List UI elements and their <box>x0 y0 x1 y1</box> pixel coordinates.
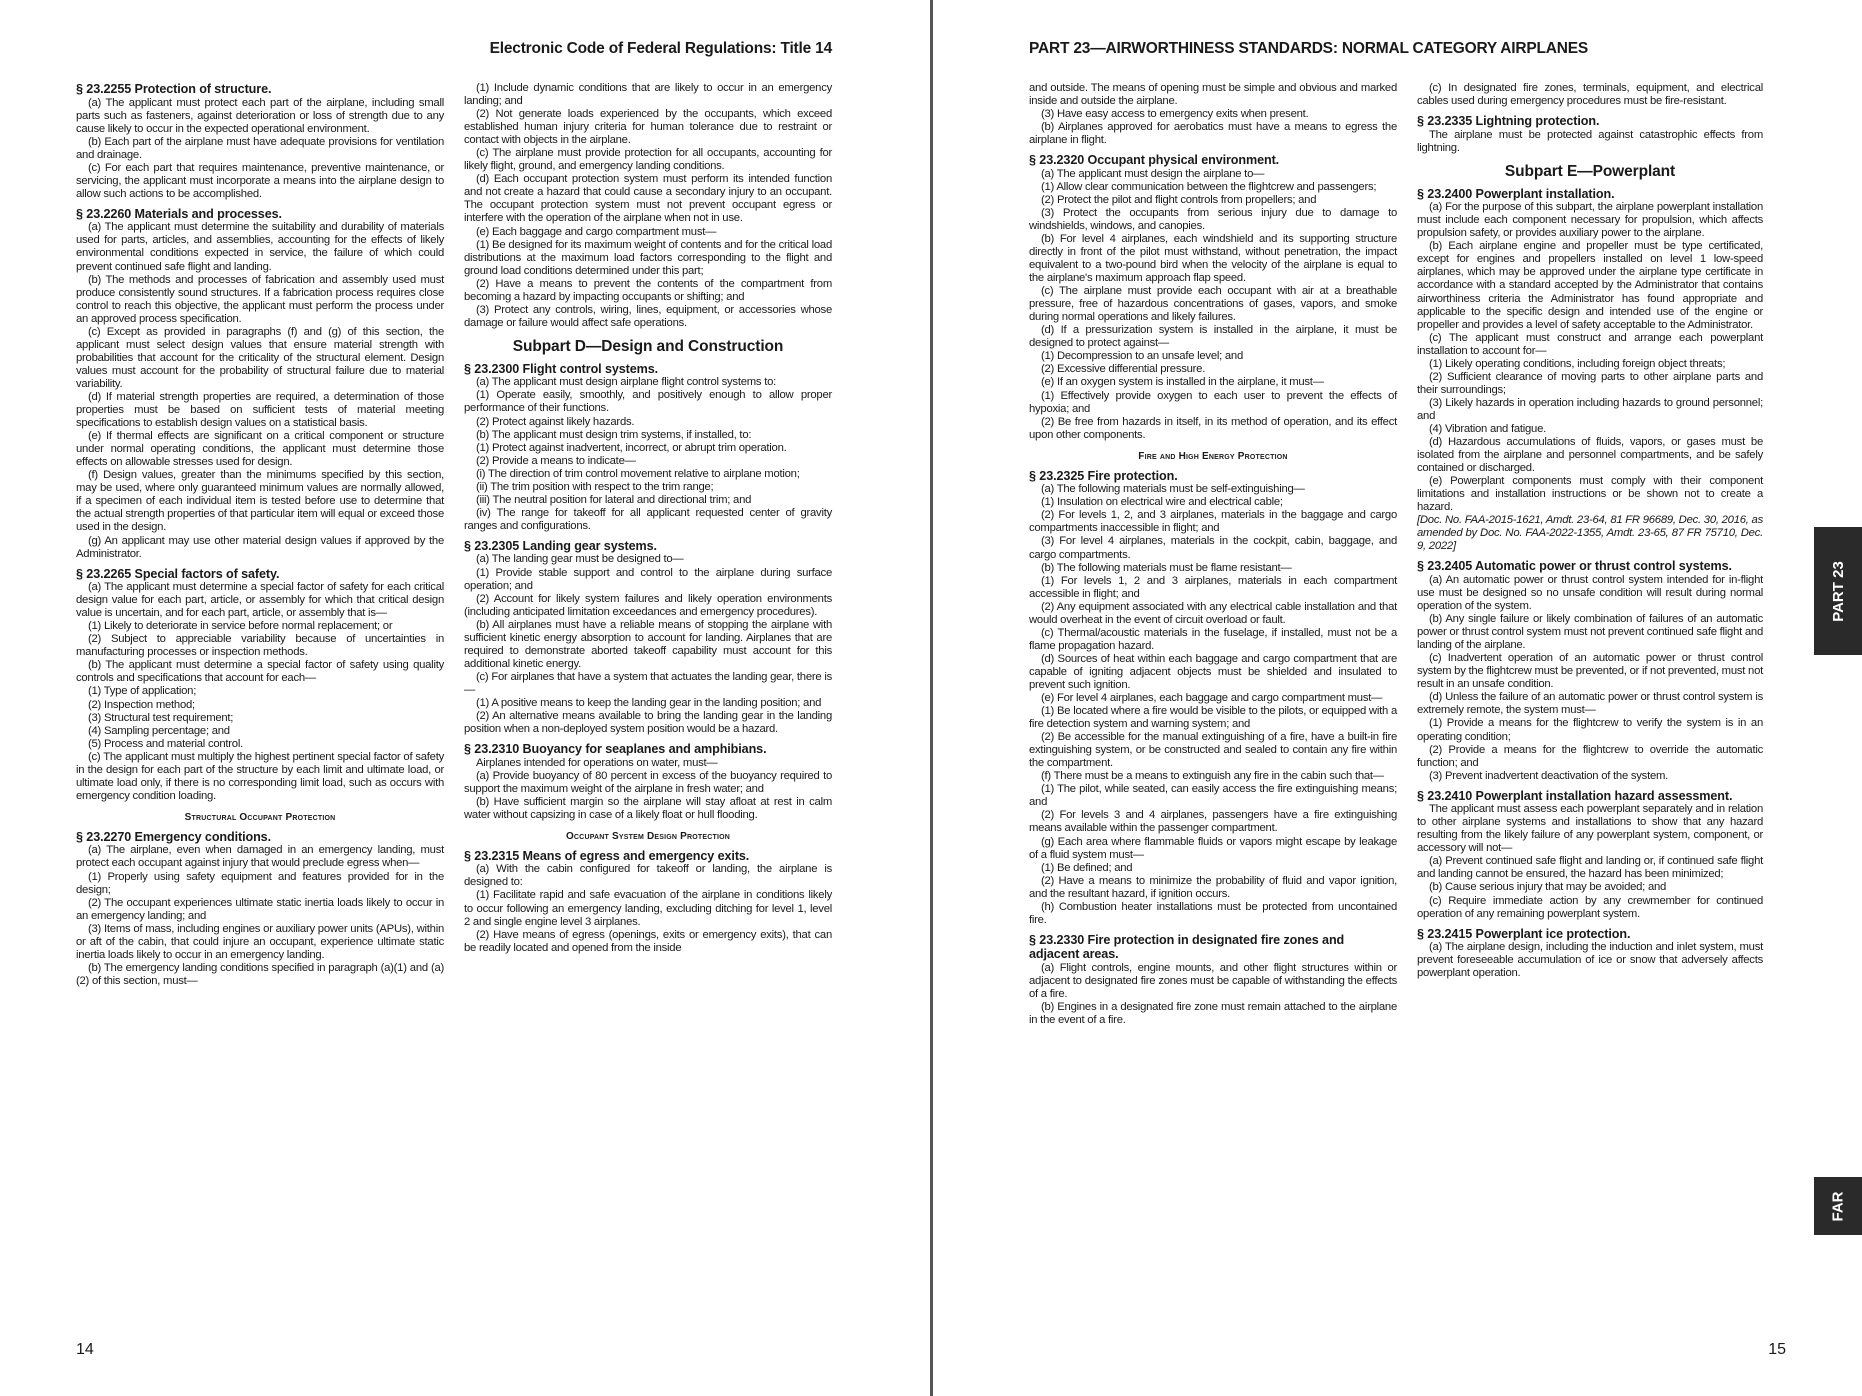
left-page <box>0 0 930 1396</box>
paragraph: (c) Inadvertent operation of an automatic power or thrust control system by the flightcrew must be prevented, or if not prevented, must not result in an unsafe condition. <box>1417 652 1763 691</box>
section-heading: § 23.2315 Means of egress and emergency exits. <box>464 848 750 863</box>
paragraph: (f) There must be a means to extinguish any fire in the cabin such that— <box>1041 770 1384 783</box>
paragraph: (a) Flight controls, engine mounts, and other flight structures within or adjacent to designated fire zones must be capable of withstanding the effects of a fire. <box>1029 961 1397 1000</box>
paragraph: (a) Provide buoyancy of 80 percent in excess of the buoyancy required to support the maximum weight of the airplane in fresh water; and <box>464 769 832 795</box>
paragraph: (a) An automatic power or thrust control system intended for in-flight use must be designed so no unsafe condition will result during normal operation of the system. <box>1417 573 1763 613</box>
paragraph: (c) The applicant must construct and arrange each powerplant installation to account for— <box>1417 331 1763 357</box>
section-heading: § 23.2335 Lightning protection. <box>1417 114 1600 129</box>
paragraph: (d) Each occupant protection system must perform its intended function and not create a hazard that could cause a secondary injury to an occupant. The occupant protection system must not prevent occupant egress or interfere with the operation of the airplane when not in use. <box>464 173 832 225</box>
paragraph: (a) With the cabin configured for takeoff or landing, the airplane is designed to: <box>464 863 832 889</box>
paragraph: (2) Account for likely system failures and likely operation environments (including anticipated limitation exceedances and emergency procedures). <box>464 592 832 618</box>
paragraph: (1) Be located where a fire would be visible to the pilots, or equipped with a fire detection system and warning system; and <box>1029 705 1397 731</box>
paragraph: (g) Each area where flammable fluids or vapors might escape by leakage of a fluid system must— <box>1029 835 1397 861</box>
paragraph: (2) Any equipment associated with any electrical cable installation and that would overheat in the event of circuit overload or fault. <box>1029 600 1397 626</box>
paragraph: (1) Type of application; <box>88 685 197 698</box>
paragraph: (2) Sufficient clearance of moving parts to other airplane parts and their surroundings; <box>1417 370 1763 396</box>
paragraph: (3) For level 4 airplanes, materials in the cockpit, cabin, baggage, and cargo compartments. <box>1029 535 1397 561</box>
paragraph: (ii) The trim position with respect to the trim range; <box>476 480 714 493</box>
paragraph: (2) Have means of egress (openings, exits or emergency exits), that can be readily located and opened from the inside <box>464 928 832 954</box>
paragraph: (2) Excessive differential pressure. <box>1041 363 1206 376</box>
paragraph: (1) Decompression to an unsafe level; and <box>1041 350 1243 363</box>
paragraph: (3) Structural test requirement; <box>88 711 234 724</box>
paragraph: (a) Prevent continued safe flight and landing or, if continued safe flight and landing cannot be ensured, the hazard has been minimized; <box>1417 855 1763 881</box>
paragraph: (3) Protect the occupants from serious injury due to damage to windshields, windows, and canopies. <box>1029 206 1397 232</box>
paragraph: (a) The applicant must design the airplane to— <box>1041 167 1265 180</box>
section-heading: § 23.2305 Landing gear systems. <box>464 538 657 553</box>
paragraph: (a) The airplane, even when damaged in an emergency landing, must protect each occupant against injury that would preclude egress when— <box>76 844 444 870</box>
paragraph: (2) Not generate loads experienced by the occupants, which exceed established human injury criteria for human tolerance due to restraint or contact with objects in the airplane. <box>464 108 832 147</box>
paragraph: (a) The following materials must be self-extinguishing— <box>1041 483 1305 496</box>
paragraph: (1) A positive means to keep the landing gear in the landing position; and <box>476 696 822 709</box>
paragraph: (1) Protect against inadvertent, incorrect, or abrupt trim operation. <box>476 441 787 454</box>
paragraph: (d) If a pressurization system is installed in the airplane, it must be designed to protect against— <box>1029 324 1397 350</box>
section-heading: § 23.2265 Special factors of safety. <box>76 566 280 581</box>
paragraph: (e) If an oxygen system is installed in the airplane, it must— <box>1041 376 1324 389</box>
paragraph: (1) Likely to deteriorate in service before normal replacement; or <box>88 620 393 633</box>
section-heading: § 23.2330 Fire protection in designated fire zones and adjacent areas. <box>1029 932 1345 962</box>
paragraph: (1) Allow clear communication between the flightcrew and passengers; <box>1041 180 1377 193</box>
section-heading: § 23.2260 Materials and processes. <box>76 206 282 221</box>
paragraph: (2) An alternative means available to bring the landing gear in the landing position when a non-deployed system position would be a hazard. <box>464 710 832 736</box>
paragraph: (1) Provide a means for the flightcrew to verify the system is in an operating condition; <box>1417 717 1763 743</box>
paragraph: (4) Sampling percentage; and <box>88 724 230 737</box>
paragraph: (b) The applicant must determine a special factor of safety using quality controls and specifications that account for each— <box>76 659 444 685</box>
paragraph: (c) For airplanes that have a system that actuates the landing gear, there is— <box>464 670 832 696</box>
paragraph: (a) The applicant must design airplane flight control systems to: <box>476 376 777 389</box>
paragraph: (b) For level 4 airplanes, each windshield and its supporting structure directly in front of the pilot must withstand, without penetration, the impact equivalent to a two-pound bird when the velocity of the airplane is equal to the airplane's maximum approach flap speed. <box>1029 232 1397 285</box>
paragraph: (3) Prevent inadvertent deactivation of the system. <box>1429 769 1669 782</box>
paragraph: (a) The applicant must determine the suitability and durability of materials used for parts, articles, and assemblies, accounting for the effects of likely environmental conditions expected in service, the failure of which could prevent continued safe flight and landing. <box>76 221 444 273</box>
paragraph: (c) Except as provided in paragraphs (f) and (g) of this section, the applicant must select design values that ensure material strength with probabilities that account for the criticality of the structural element. Design values must account for the probability of structural failure due to material variability. <box>76 325 444 390</box>
section-heading: § 23.2255 Protection of structure. <box>76 82 272 96</box>
subpart-heading: Subpart E—Powerplant <box>1504 162 1676 180</box>
paragraph: (c) Thermal/acoustic materials in the fuselage, if installed, must not be a flame propagation hazard. <box>1029 626 1397 652</box>
paragraph: (iii) The neutral position for lateral and directional trim; and <box>476 493 752 506</box>
page-number-right: 15 <box>1768 1341 1786 1358</box>
paragraph: (2) For levels 3 and 4 airplanes, passengers have a fire extinguishing means available within the passenger compartment. <box>1029 809 1397 835</box>
paragraph: (d) If material strength properties are required, a determination of those properties must be based on sufficient tests of material meeting specifications to establish design values on a statistical basis. <box>76 390 444 430</box>
paragraph: (c) The applicant must multiply the highest pertinent special factor of safety in the design for each part of the structure by each limit and ultimate load, or ultimate load only, if there is no corresponding limit load, such as occurs with emergency condition loading. <box>76 750 444 802</box>
section-heading: § 23.2270 Emergency conditions. <box>76 829 271 844</box>
paragraph: and outside. The means of opening must be simple and obvious and marked inside and outside the airplane. <box>1029 82 1397 108</box>
paragraph: (4) Vibration and fatigue. <box>1429 422 1547 435</box>
paragraph: The applicant must assess each powerplant separately and in relation to other airplane systems and installations to show that any hazard resulting from the likely failure of any powerplant system, component, or accessory will not— <box>1417 803 1763 855</box>
paragraph: (3) Items of mass, including engines or auxiliary power units (APUs), within or aft of the cabin, that could injure an occupant, experience ultimate static inertia loads likely to occur in an emergency landing. <box>76 922 444 961</box>
paragraph: (1) Provide stable support and control to the airplane during surface operation; and <box>464 566 832 592</box>
paragraph: (2) The occupant experiences ultimate static inertia loads likely to occur in an emergency landing; and <box>76 896 444 922</box>
paragraph: (b) Any single failure or likely combination of failures of an automatic power or thrust control system must not prevent continued safe flight and landing of the airplane. <box>1417 613 1763 652</box>
column-3 <box>1029 82 1397 1027</box>
section-heading: § 23.2410 Powerplant installation hazard assessment. <box>1417 788 1733 803</box>
column-4 <box>1417 82 1763 980</box>
paragraph: (c) The airplane must provide protection for all occupants, accounting for likely flight, ground, and emergency landing conditions. <box>464 147 832 173</box>
paragraph: (b) Cause serious injury that may be avoided; and <box>1429 881 1667 894</box>
paragraph: (b) The emergency landing conditions specified in paragraph (a)(1) and (a)(2) of this section, must— <box>76 961 444 987</box>
paragraph: (b) Each airplane engine and propeller must be type certificated, except for engines and propellers installed on level 1 low-speed airplanes, which may be approved under the airplane type certificate in accordance with a standard accepted by the Administrator that contains airworthiness criteria the Administrator has found appropriate and applicable to the specific design and intended use of the engine or propeller and provides a level of safety acceptable to the Administrator. <box>1417 240 1763 331</box>
paragraph: (a) The landing gear must be designed to— <box>476 553 684 566</box>
paragraph: (c) Require immediate action by any crewmember for continued operation of any remaining powerplant system. <box>1417 894 1763 920</box>
paragraph: (b) The applicant must design trim systems, if installed, to: <box>476 428 752 441</box>
section-heading: § 23.2325 Fire protection. <box>1029 468 1178 483</box>
paragraph: (a) The airplane design, including the induction and inlet system, must prevent foreseeable accumulation of ice or snow that adversely affects powerplant operation. <box>1417 941 1763 980</box>
subpart-heading: Subpart D—Design and Construction <box>512 337 784 355</box>
paragraph: (c) For each part that requires maintenance, preventive maintenance, or servicing, the applicant must incorporate a means into the airplane design to allow such actions to be accomplished. <box>76 161 444 200</box>
running-head-right: PART 23—AIRWORTHINESS STANDARDS: NORMAL CATEGORY AIRPLANES <box>1029 40 1589 57</box>
part-23-tab-label: PART 23 <box>1829 560 1847 622</box>
column-2 <box>464 82 832 955</box>
paragraph: (b) Each part of the airplane must have adequate provisions for ventilation and drainage. <box>76 135 444 161</box>
paragraph: (3) Protect any controls, wiring, lines, equipment, or accessories whose damage or failure would affect safe operations. <box>464 303 832 329</box>
running-head-left: Electronic Code of Federal Regulations: Title 14 <box>489 40 832 57</box>
paragraph: (c) In designated fire zones, terminals, equipment, and electrical cables used during emergency procedures must be fire-resistant. <box>1417 82 1763 108</box>
section-heading: § 23.2415 Powerplant ice protection. <box>1417 926 1631 941</box>
paragraph: (2) Provide a means to indicate— <box>476 454 636 467</box>
paragraph: (1) Properly using safety equipment and features provided for in the design; <box>76 870 444 896</box>
paragraph: (2) Inspection method; <box>88 698 195 711</box>
paragraph: (b) Engines in a designated fire zone must remain attached to the airplane in the event of a fire. <box>1029 1001 1397 1027</box>
paragraph: (1) Insulation on electrical wire and electrical cable; <box>1041 496 1283 509</box>
section-heading: § 23.2405 Automatic power or thrust control systems. <box>1417 559 1732 574</box>
group-heading: Fire and High Energy Protection <box>1138 450 1288 462</box>
paragraph: (b) All airplanes must have a reliable means of stopping the airplane with sufficient kinetic energy absorption to account for landing. Airplanes that are required to demonstrate aborted takeoff capability must account for this additional kinetic energy. <box>464 618 832 670</box>
paragraph: (2) Have a means to prevent the contents of the compartment from becoming a hazard by impacting occupants or shifting; and <box>464 277 832 303</box>
paragraph: The airplane must be protected against catastrophic effects from lightning. <box>1417 128 1763 154</box>
paragraph: (b) Airplanes approved for aerobatics must have a means to egress the airplane in flight. <box>1029 121 1397 147</box>
paragraph: (1) Facilitate rapid and safe evacuation of the airplane in conditions likely to occur following an emergency landing, excluding ditching for level 1, level 2 and single engine level 3 airplanes. <box>464 889 832 928</box>
column-1 <box>76 82 444 988</box>
section-heading: § 23.2300 Flight control systems. <box>464 361 659 376</box>
paragraph: (d) Hazardous accumulations of fluids, vapors, or gases must be isolated from the airplane and personnel compartments, and be safely contained or discharged. <box>1417 436 1763 475</box>
page-number-left: 14 <box>76 1341 94 1358</box>
group-heading: Occupant System Design Protection <box>565 830 731 842</box>
paragraph: (1) Be defined; and <box>1041 861 1133 874</box>
paragraph: (g) An applicant may use other material design values if approved by the Administrator. <box>76 534 444 560</box>
paragraph: (1) The pilot, while seated, can easily access the fire extinguishing means; and <box>1029 783 1397 809</box>
paragraph: (2) Have a means to minimize the probability of fluid and vapor ignition, and the resultant hazard, if ignition occurs. <box>1029 874 1397 900</box>
paragraph: (a) The applicant must determine a special factor of safety for each critical design value for each part, article, or assembly for which that critical design value is uncertain, and for each part, article, or assembly that is— <box>76 581 444 620</box>
paragraph: (c) The airplane must provide each occupant with air at a breathable pressure, free of hazardous concentrations of gases, vapors, and smoke during normal operations and likely failures. <box>1029 285 1397 324</box>
paragraph: (a) For the purpose of this subpart, the airplane powerplant installation must include each component necessary for propulsion, which affects propulsion safety, or provides auxiliary power to the airplane. <box>1417 201 1763 240</box>
paragraph: (b) The methods and processes of fabrication and assembly used must produce consistently sound structures. If a fabrication process requires close control to reach this objective, the applicant must perform the process under an approved process specification. <box>76 273 444 325</box>
far-tab-label: FAR <box>1829 1191 1847 1221</box>
section-heading: § 23.2320 Occupant physical environment. <box>1029 153 1280 168</box>
citation: [Doc. No. FAA-2015-1621, Amdt. 23-64, 81 FR 96689, Dec. 30, 2016, as amended by Doc. No. FAA-2022-1355, Amdt. 23-65, 87 FR 75710, Dec. 9, 2022] <box>1417 514 1763 553</box>
paragraph: (1) Effectively provide oxygen to each user to prevent the effects of hypoxia; and <box>1029 389 1397 415</box>
paragraph: (iv) The range for takeoff for all applicant requested center of gravity ranges and configurations. <box>464 506 832 532</box>
section-heading: § 23.2400 Powerplant installation. <box>1417 186 1615 201</box>
paragraph: (2) Subject to appreciable variability because of uncertainties in manufacturing processes or inspection methods. <box>76 633 444 659</box>
paragraph: (e) Each baggage and cargo compartment must— <box>476 225 717 238</box>
far-thumb-tab <box>1814 1177 1862 1235</box>
paragraph: (e) For level 4 airplanes, each baggage and cargo compartment must— <box>1041 692 1383 705</box>
paragraph: (1) Be designed for its maximum weight of contents and for the critical load distributions at the maximum load factors corresponding to the flight and ground load conditions determined under this part; <box>464 238 832 277</box>
paragraph: (h) Combustion heater installations must be protected from uncontained fire. <box>1029 900 1397 926</box>
paragraph: (2) Protect against likely hazards. <box>476 415 635 428</box>
paragraph: (3) Have easy access to emergency exits when present. <box>1041 108 1309 121</box>
paragraph: Airplanes intended for operations on water, must— <box>476 756 718 769</box>
paragraph: (i) The direction of trim control movement relative to airplane motion; <box>476 467 800 480</box>
group-heading: Structural Occupant Protection <box>184 811 336 823</box>
paragraph: (2) Provide a means for the flightcrew to override the automatic function; and <box>1417 743 1763 769</box>
paragraph: (2) Protect the pilot and flight controls from propellers; and <box>1041 193 1317 206</box>
paragraph: (1) Operate easily, smoothly, and positively enough to allow proper performance of their functions. <box>464 389 832 415</box>
paragraph: (a) The applicant must protect each part of the airplane, including small parts such as fasteners, against deterioration or loss of strength due to any cause likely to occur in the expected operational environment. <box>76 96 444 135</box>
paragraph: (1) Include dynamic conditions that are likely to occur in an emergency landing; and <box>464 82 832 108</box>
paragraph: (2) Be free from hazards in itself, in its method of operation, and its effect upon other components. <box>1029 415 1397 441</box>
paragraph: (d) Sources of heat within each baggage and cargo compartment that are capable of igniting adjacent objects must be shielded and insulated to prevent such ignition. <box>1029 652 1397 691</box>
paragraph: (1) Likely operating conditions, including foreign object threats; <box>1429 357 1726 370</box>
section-heading: § 23.2310 Buoyancy for seaplanes and amphibians. <box>464 742 767 757</box>
paragraph: (b) Have sufficient margin so the airplane will stay afloat at rest in calm water without capsizing in case of a likely float or hull flooding. <box>464 795 832 821</box>
part-23-thumb-tab <box>1814 527 1862 655</box>
paragraph: (f) Design values, greater than the minimums specified by this section, may be used, where only guaranteed minimum values are normally allowed, if a specimen of each individual item is tested before use to determine that the actual strength properties of that particular item will equal or exceed those used in the design. <box>76 469 444 534</box>
paragraph: (d) Unless the failure of an automatic power or thrust control system is extremely remote, the system must— <box>1417 691 1763 717</box>
paragraph: (e) If thermal effects are significant on a critical component or structure under normal operating conditions, the applicant must determine those effects on allowable stresses used for design. <box>76 430 444 469</box>
right-page <box>933 0 1862 1396</box>
paragraph: (2) For levels 1, 2, and 3 airplanes, materials in the baggage and cargo compartments inaccessible in flight; and <box>1029 509 1397 535</box>
paragraph: (e) Powerplant components must comply with their component limitations and installation instructions or be shown not to create a hazard. <box>1417 475 1763 514</box>
paragraph: (5) Process and material control. <box>88 737 243 750</box>
paragraph: (3) Likely hazards in operation including hazards to ground personnel; and <box>1417 396 1763 422</box>
paragraph: (2) Be accessible for the manual extinguishing of a fire, have a built-in fire extinguishing system, or be constructed and sealed to contain any fire within the compartment. <box>1029 731 1397 770</box>
paragraph: (1) For levels 1, 2 and 3 airplanes, materials in each compartment accessible in flight; and <box>1029 574 1397 600</box>
paragraph: (b) The following materials must be flame resistant— <box>1041 561 1292 574</box>
